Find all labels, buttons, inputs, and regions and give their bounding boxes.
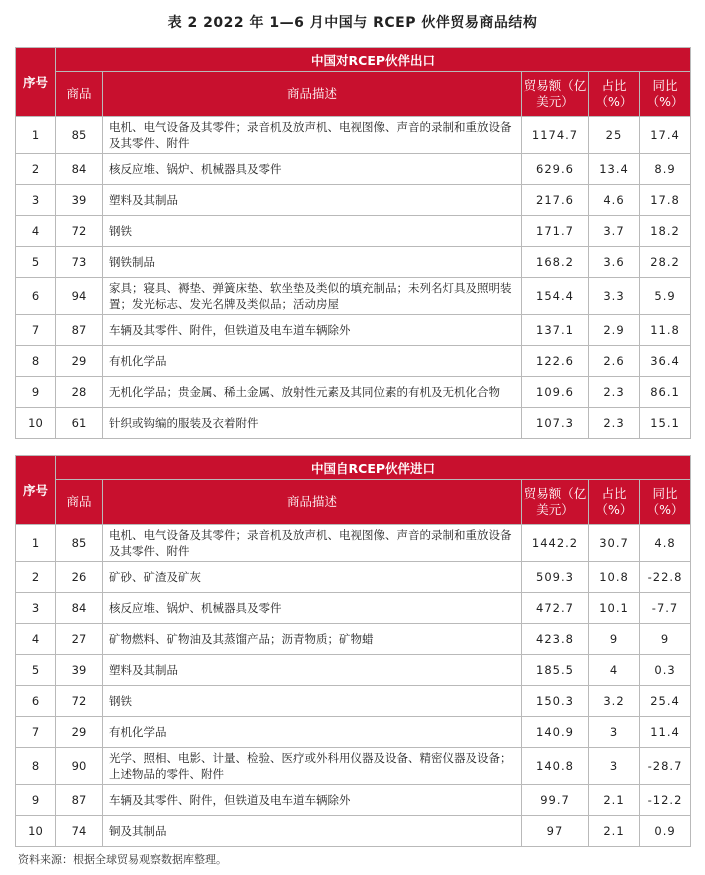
- row-share: 4: [589, 655, 640, 686]
- col-code-header: 商品: [56, 480, 103, 525]
- table-row: [16, 346, 691, 377]
- row-desc: 针织或钩编的服装及衣着附件: [103, 408, 522, 439]
- row-desc: 钢铁: [103, 686, 522, 717]
- row-code: 84: [56, 154, 103, 185]
- table-row: [16, 185, 691, 216]
- row-seq: 2: [16, 562, 56, 593]
- table-row: [16, 624, 691, 655]
- row-share: 3: [589, 748, 640, 785]
- row-yoy: 9: [640, 624, 691, 655]
- col-value-header: 贸易额（亿美元）: [522, 72, 589, 117]
- row-desc: 车辆及其零件、附件，但铁道及电车道车辆除外: [103, 315, 522, 346]
- row-code: 85: [56, 117, 103, 154]
- row-yoy: 28.2: [640, 247, 691, 278]
- row-share: 2.3: [589, 377, 640, 408]
- row-code: 90: [56, 748, 103, 785]
- row-seq: 2: [16, 154, 56, 185]
- export-rows: [16, 117, 691, 439]
- row-share: 3: [589, 717, 640, 748]
- row-value: 185.5: [522, 655, 589, 686]
- row-seq: 1: [16, 117, 56, 154]
- table-row: [16, 717, 691, 748]
- row-value: 217.6: [522, 185, 589, 216]
- row-seq: 8: [16, 748, 56, 785]
- row-code: 73: [56, 247, 103, 278]
- row-value: 1442.2: [522, 525, 589, 562]
- col-seq-header: 序号: [16, 48, 56, 117]
- table-row: [16, 593, 691, 624]
- row-desc: 家具；寝具、褥垫、弹簧床垫、软坐垫及类似的填充制品；未列名灯具及照明装置；发光标志、发光名牌及类似品；活动房屋: [103, 278, 522, 315]
- row-yoy: 5.9: [640, 278, 691, 315]
- table-row: [16, 315, 691, 346]
- row-value: 629.6: [522, 154, 589, 185]
- row-seq: 9: [16, 377, 56, 408]
- row-seq: 4: [16, 216, 56, 247]
- row-desc: 车辆及其零件、附件，但铁道及电车道车辆除外: [103, 785, 522, 816]
- row-share: 10.1: [589, 593, 640, 624]
- row-code: 28: [56, 377, 103, 408]
- row-yoy: 86.1: [640, 377, 691, 408]
- row-desc: 矿物燃料、矿物油及其蒸馏产品；沥青物质；矿物蜡: [103, 624, 522, 655]
- table-row: [16, 117, 691, 154]
- source-note: 资料来源：根据全球贸易观察数据库整理。: [18, 853, 227, 866]
- row-yoy: 11.4: [640, 717, 691, 748]
- row-seq: 3: [16, 185, 56, 216]
- row-desc: 矿砂、矿渣及矿灰: [103, 562, 522, 593]
- col-yoy-header: 同比（%）: [640, 72, 691, 117]
- row-yoy: -22.8: [640, 562, 691, 593]
- row-value: 140.8: [522, 748, 589, 785]
- table-row: [16, 748, 691, 785]
- row-desc: 电机、电气设备及其零件；录音机及放声机、电视图像、声音的录制和重放设备及其零件、附件: [103, 525, 522, 562]
- row-desc: 无机化学品；贵金属、稀土金属、放射性元素及其同位素的有机及无机化合物: [103, 377, 522, 408]
- row-desc: 电机、电气设备及其零件；录音机及放声机、电视图像、声音的录制和重放设备及其零件、附件: [103, 117, 522, 154]
- row-code: 84: [56, 593, 103, 624]
- row-value: 109.6: [522, 377, 589, 408]
- row-share: 9: [589, 624, 640, 655]
- col-value-header: 贸易额（亿美元）: [522, 480, 589, 525]
- table-row: [16, 216, 691, 247]
- row-code: 87: [56, 315, 103, 346]
- row-share: 2.1: [589, 816, 640, 847]
- table-row: [16, 562, 691, 593]
- row-value: 1174.7: [522, 117, 589, 154]
- export-table: [15, 47, 691, 439]
- col-share-header: 占比（%）: [589, 72, 640, 117]
- row-seq: 9: [16, 785, 56, 816]
- row-yoy: 11.8: [640, 315, 691, 346]
- row-code: 27: [56, 624, 103, 655]
- row-yoy: 8.9: [640, 154, 691, 185]
- row-desc: 塑料及其制品: [103, 185, 522, 216]
- col-desc-header: 商品描述: [103, 480, 522, 525]
- row-share: 3.2: [589, 686, 640, 717]
- row-desc: 光学、照相、电影、计量、检验、医疗或外科用仪器及设备、精密仪器及设备；上述物品的零件、附件: [103, 748, 522, 785]
- row-value: 423.8: [522, 624, 589, 655]
- table-row: [16, 686, 691, 717]
- row-yoy: 36.4: [640, 346, 691, 377]
- row-share: 3.7: [589, 216, 640, 247]
- col-yoy-header: 同比（%）: [640, 480, 691, 525]
- row-code: 39: [56, 185, 103, 216]
- table-row: [16, 154, 691, 185]
- row-yoy: -12.2: [640, 785, 691, 816]
- row-value: 472.7: [522, 593, 589, 624]
- row-code: 72: [56, 216, 103, 247]
- row-value: 122.6: [522, 346, 589, 377]
- row-seq: 6: [16, 278, 56, 315]
- row-value: 168.2: [522, 247, 589, 278]
- row-seq: 7: [16, 315, 56, 346]
- row-share: 2.1: [589, 785, 640, 816]
- row-share: 4.6: [589, 185, 640, 216]
- row-yoy: 18.2: [640, 216, 691, 247]
- row-code: 39: [56, 655, 103, 686]
- row-value: 99.7: [522, 785, 589, 816]
- row-desc: 塑料及其制品: [103, 655, 522, 686]
- row-code: 74: [56, 816, 103, 847]
- table-row: [16, 816, 691, 847]
- row-yoy: 0.3: [640, 655, 691, 686]
- row-share: 2.6: [589, 346, 640, 377]
- row-desc: 核反应堆、锅炉、机械器具及零件: [103, 154, 522, 185]
- row-share: 13.4: [589, 154, 640, 185]
- row-code: 26: [56, 562, 103, 593]
- import-table: [15, 455, 691, 847]
- row-share: 30.7: [589, 525, 640, 562]
- row-code: 29: [56, 717, 103, 748]
- row-yoy: -7.7: [640, 593, 691, 624]
- row-code: 87: [56, 785, 103, 816]
- row-share: 3.3: [589, 278, 640, 315]
- col-desc-header: 商品描述: [103, 72, 522, 117]
- col-code-header: 商品: [56, 72, 103, 117]
- row-seq: 3: [16, 593, 56, 624]
- row-code: 72: [56, 686, 103, 717]
- row-share: 25: [589, 117, 640, 154]
- row-desc: 铜及其制品: [103, 816, 522, 847]
- table-row: [16, 278, 691, 315]
- row-code: 29: [56, 346, 103, 377]
- row-value: 171.7: [522, 216, 589, 247]
- row-value: 97: [522, 816, 589, 847]
- row-yoy: 17.8: [640, 185, 691, 216]
- table-row: [16, 377, 691, 408]
- table-row: [16, 247, 691, 278]
- import-rows: [16, 525, 691, 847]
- row-desc: 核反应堆、锅炉、机械器具及零件: [103, 593, 522, 624]
- row-value: 137.1: [522, 315, 589, 346]
- row-desc: 钢铁制品: [103, 247, 522, 278]
- row-desc: 钢铁: [103, 216, 522, 247]
- row-desc: 有机化学品: [103, 346, 522, 377]
- row-code: 61: [56, 408, 103, 439]
- row-value: 140.9: [522, 717, 589, 748]
- table-title: 表 2 2022 年 1—6 月中国与 RCEP 伙伴贸易商品结构: [167, 15, 538, 31]
- table-row: [16, 655, 691, 686]
- row-value: 509.3: [522, 562, 589, 593]
- row-yoy: 0.9: [640, 816, 691, 847]
- row-value: 107.3: [522, 408, 589, 439]
- row-share: 3.6: [589, 247, 640, 278]
- row-seq: 1: [16, 525, 56, 562]
- col-share-header: 占比（%）: [589, 480, 640, 525]
- row-seq: 4: [16, 624, 56, 655]
- row-seq: 7: [16, 717, 56, 748]
- row-desc: 有机化学品: [103, 717, 522, 748]
- row-value: 150.3: [522, 686, 589, 717]
- row-yoy: 4.8: [640, 525, 691, 562]
- table-row: [16, 408, 691, 439]
- import-section-heading: 中国自RCEP伙伴进口: [56, 456, 691, 480]
- row-seq: 10: [16, 408, 56, 439]
- row-seq: 5: [16, 655, 56, 686]
- row-seq: 5: [16, 247, 56, 278]
- export-section-heading: 中国对RCEP伙伴出口: [56, 48, 691, 72]
- row-yoy: 17.4: [640, 117, 691, 154]
- row-yoy: 25.4: [640, 686, 691, 717]
- table-row: [16, 525, 691, 562]
- row-seq: 8: [16, 346, 56, 377]
- row-share: 10.8: [589, 562, 640, 593]
- row-code: 94: [56, 278, 103, 315]
- row-value: 154.4: [522, 278, 589, 315]
- row-yoy: -28.7: [640, 748, 691, 785]
- row-seq: 6: [16, 686, 56, 717]
- row-code: 85: [56, 525, 103, 562]
- row-seq: 10: [16, 816, 56, 847]
- row-share: 2.3: [589, 408, 640, 439]
- row-yoy: 15.1: [640, 408, 691, 439]
- row-share: 2.9: [589, 315, 640, 346]
- table-row: [16, 785, 691, 816]
- col-seq-header: 序号: [16, 456, 56, 525]
